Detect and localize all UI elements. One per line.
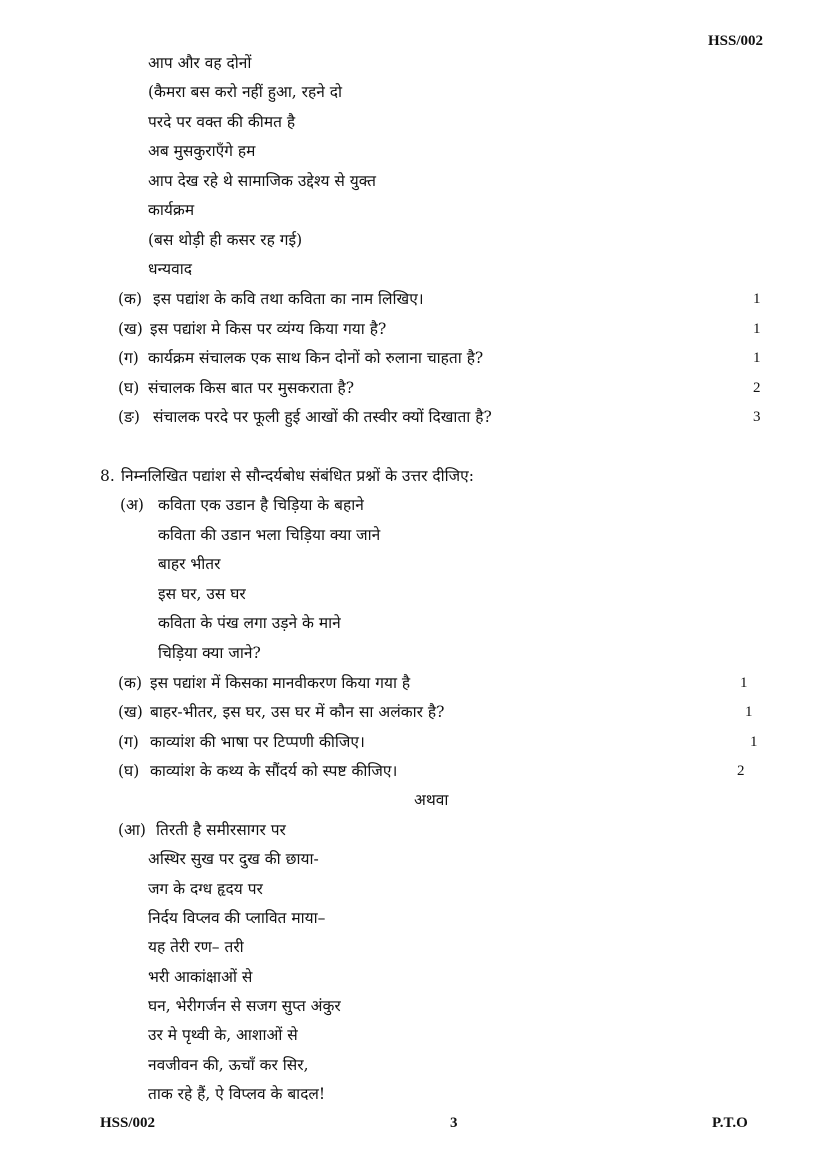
marks: 1	[740, 675, 748, 691]
poem-line: (कैमरा बस करो नहीं हुआ, रहने दो	[148, 83, 342, 101]
page-number: 3	[450, 1115, 458, 1131]
poem-line: कविता के पंख लगा उड़ने के माने	[158, 614, 341, 632]
poem-line: निर्दय विप्लव की प्लावित माया–	[148, 909, 326, 927]
poem-line: जग के दग्ध हृदय पर	[148, 880, 263, 898]
marks: 2	[737, 763, 745, 779]
poem-line: (बस थोड़ी ही कसर रह गई)	[148, 231, 303, 249]
subquestion-label: (ङ)	[118, 408, 140, 426]
poem-line: आप और वह दोनों	[148, 54, 252, 72]
poem-line: अस्थिर सुख पर दुख की छाया-	[148, 850, 319, 868]
footer-code: HSS/002	[100, 1115, 156, 1131]
poem-line: धन्यवाद	[148, 260, 192, 278]
poem-line: कविता एक उडान है चिड़िया के बहाने	[158, 496, 364, 514]
poem-line: कार्यक्रम	[148, 201, 195, 219]
footer-pto: P.T.O	[712, 1115, 748, 1131]
poem-line: परदे पर वक्त की कीमत है	[148, 113, 296, 131]
subquestion-text: इस पद्यांश में किसका मानवीकरण किया गया है	[150, 674, 411, 692]
subquestion-text: इस पद्यांश मे किस पर व्यंग्य किया गया है?	[150, 320, 387, 338]
marks: 1	[745, 704, 753, 720]
or-separator: अथवा	[414, 791, 449, 809]
marks: 3	[753, 409, 761, 425]
subquestion-label: (ग)	[118, 733, 139, 751]
question-number: 8.	[100, 467, 115, 485]
poem-line: ताक रहे हैं, ऐ विप्लव के बादल!	[148, 1085, 326, 1103]
subquestion-label: (घ)	[118, 762, 140, 780]
subquestion-text: बाहर-भीतर, इस घर, उस घर में कौन सा अलंकार है?	[150, 703, 445, 721]
poem-line: उर मे पृथ्वी के, आशाओं से	[148, 1026, 298, 1044]
subquestion-label: (घ)	[118, 379, 140, 397]
subquestion-text: काव्यांश के कथ्य के सौंदर्य को स्पष्ट कीजिए।	[150, 762, 398, 780]
marks: 1	[753, 291, 761, 307]
subquestion-label: (ग)	[118, 349, 139, 367]
subquestion-text: कार्यक्रम संचालक एक साथ किन दोनों को रुलाना चाहता है?	[148, 349, 484, 367]
subquestion-label: (क)	[118, 674, 142, 692]
subquestion-label: (ख)	[118, 703, 143, 721]
poem-line: यह तेरी रण– तरी	[148, 938, 244, 956]
poem-line: तिरती है समीरसागर पर	[156, 821, 286, 839]
part-label: (अ)	[120, 496, 144, 514]
subquestion-text: संचालक किस बात पर मुसकराता है?	[148, 379, 355, 397]
part-label: (आ)	[118, 821, 146, 839]
marks: 1	[753, 321, 761, 337]
poem-line: कविता की उडान भला चिड़िया क्या जाने	[158, 526, 381, 544]
marks: 1	[750, 734, 758, 750]
subquestion-label: (क)	[118, 290, 142, 308]
poem-line: इस घर, उस घर	[158, 585, 246, 603]
poem-line: भरी आकांक्षाओं से	[148, 968, 253, 986]
subquestion-label: (ख)	[118, 320, 143, 338]
marks: 2	[753, 380, 761, 396]
poem-line: घन, भेरीगर्जन से सजग सुप्त अंकुर	[148, 997, 341, 1015]
marks: 1	[753, 350, 761, 366]
subquestion-text: संचालक परदे पर फूली हुई आखों की तस्वीर क्यों दिखाता है?	[153, 408, 492, 426]
poem-line: अब मुसकुराएँगे हम	[148, 142, 256, 160]
question-text: निम्नलिखित पद्यांश से सौन्दर्यबोध संबंधित प्रश्नों के उत्तर दीजिए:	[121, 467, 474, 485]
poem-line: आप देख रहे थे सामाजिक उद्देश्य से युक्त	[148, 172, 376, 190]
poem-line: चिड़िया क्या जाने?	[158, 644, 261, 662]
subquestion-text: काव्यांश की भाषा पर टिप्पणी कीजिए।	[150, 733, 365, 751]
poem-line: नवजीवन की, ऊचाँ कर सिर,	[148, 1056, 309, 1074]
poem-line: बाहर भीतर	[158, 555, 221, 573]
subquestion-text: इस पद्यांश के कवि तथा कविता का नाम लिखिए।	[153, 290, 424, 308]
header-code: HSS/002	[708, 33, 764, 49]
